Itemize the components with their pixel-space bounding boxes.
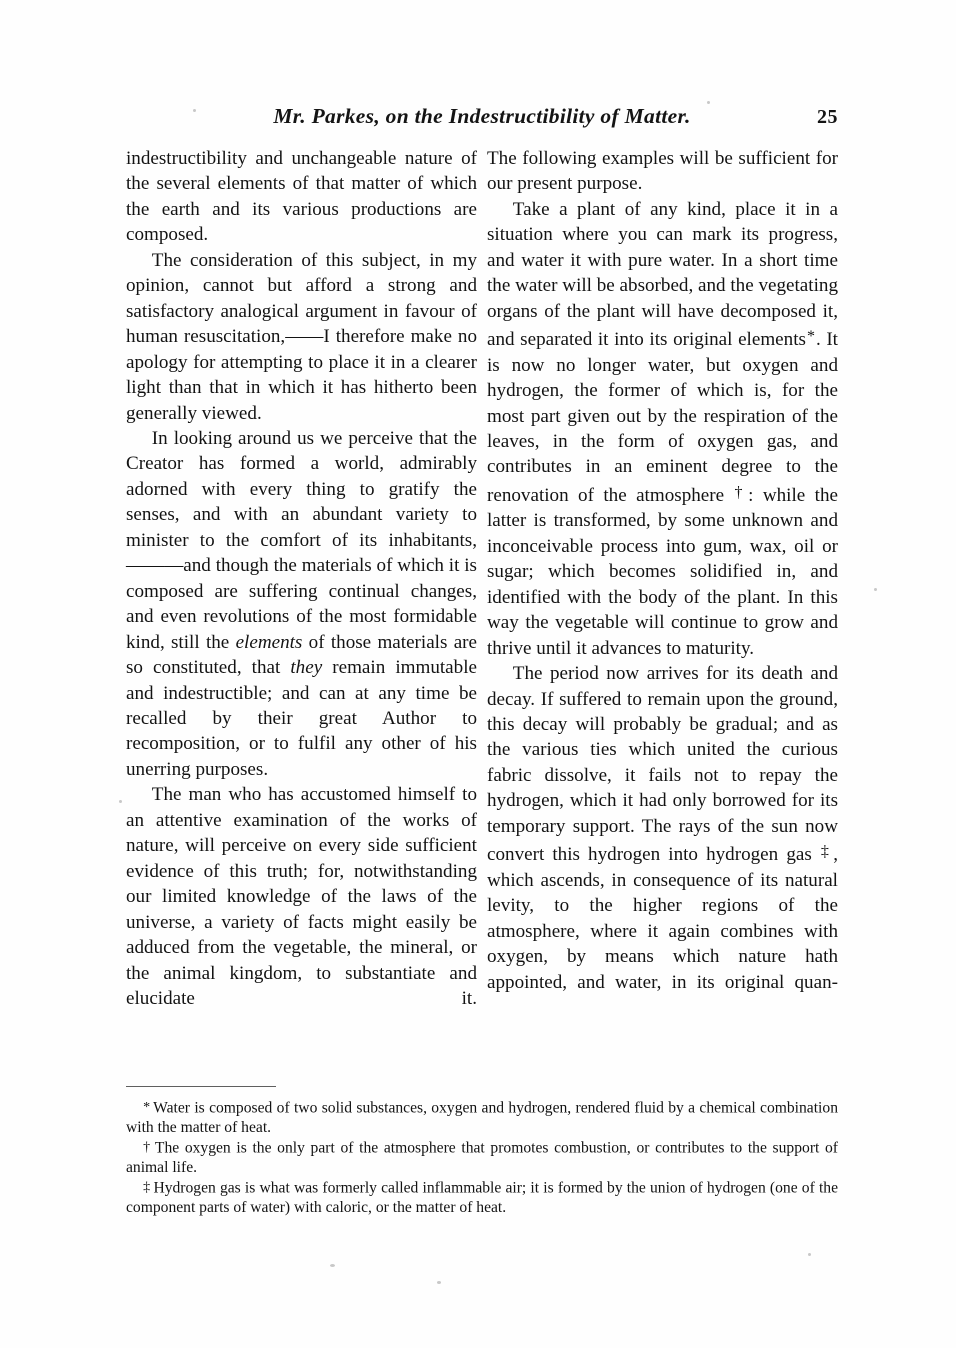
running-head-title: Mr. Parkes, on the Indestructibility of Matter. [273,104,691,128]
paragraph-continuation: indestructibility and unchangeable nature of the several elements of that matter of which the earth and its various productions are composed. [126,148,477,246]
scan-speck [874,588,877,591]
footnote-marker-dagger: † [734,483,748,501]
paragraph-examples: The following examples will be sufficient for our present purpose. [487,148,838,195]
footnote-text: Water is composed of two solid substances, oxygen and hydrogen, rendered fluid by a chemical combination with the matter of heat. [126,1099,838,1136]
left-column [126,146,477,1071]
text-run: The period now arrives for its death and decay. If suffered to remain upon the ground, this decay will probably be gradual; and as the various ties which united the curious fabric dissolve, it fails not to repay the hydrogen, which it had only borrowed for its temporary support. The rays of the sun now convert this hydrogen into hydrogen gas [487,663,838,866]
text-run: : while the latter is transformed, by some unknown and inconceivable process into gum, wax, oil or sugar; which becomes solidified in, and identified with the body of the plant. In this way the vegetable will continue to grow and thrive until it advances to maturity. [487,484,838,659]
footnote-marker-asterisk: * [143,1100,151,1115]
footnote-marker-double-dagger: ‡ [820,843,833,861]
text-run: of those materials are so constituted, that [126,631,478,679]
footnote-item [126,1138,838,1178]
footnote-text: The oxygen is the only part of the atmosphere that promotes combustion, or contributes to the support of animal life. [126,1139,838,1177]
footnote-text: Hydrogen gas is what was formerly called inflammable air; it is formed by the union of hydrogen (one of the component parts of water) with caloric, or the matter of heat. [126,1179,838,1217]
paragraph-take-a-plant [487,197,838,661]
footnote-item [126,1178,838,1218]
footnote-item [126,1098,838,1138]
scan-speck [119,800,122,803]
footnote-separator-rule [126,1086,276,1087]
text-run: . It is now no longer water, but oxygen and hydrogen, the former of which is, for the most part given out by the respiration of the leaves, in the form of oxygen gas, and contributes in an eminent degree to the renovation of the atmosphere [487,329,838,506]
paragraph-period-arrives [487,661,838,995]
italic-they: they [290,657,323,679]
scan-speck [330,1264,335,1267]
footnote-marker-double-dagger: ‡ [143,1180,151,1196]
text-run: , which ascends, in consequence of its natural levity, to the higher regions of the atmosphere, where it again combines with oxygen, by means which nature hath appointed, and water, in its original quan- [487,844,838,993]
scan-speck [437,1281,441,1284]
paragraph-creator [126,426,477,782]
page-number: 25 [817,106,838,128]
italic-elements: elements [235,631,303,653]
text-run: Take a plant of any kind, place it in a situation where you can mark its progress, and water it with pure water. In a short time the water will be absorbed, and the vegetating organs of the plant will have decomposed it, and separated it into its original elements [487,198,838,351]
running-head [126,104,838,134]
paragraph-the-man: The man who has accustomed himself to an attentive examination of the works of nature, will perceive on every side sufficient evidence of this truth; for, notwithstanding our limited knowledge of the laws of the universe, a variety of facts might easily be adduced from the vegetable, the mineral, or the animal kingdom, to substantiate and elucidate it. [126,784,477,1009]
footnote-marker-asterisk: * [806,328,815,346]
text-run: remain immutable and indestructible; and can at any time be recalled by their great Author to recomposition, or to fulfil any other of his unerring purposes. [126,657,477,780]
footnote-marker-dagger: † [143,1140,152,1156]
right-column [487,146,838,1071]
scan-speck [808,1253,811,1256]
text-run: In looking around us we perceive that the Creator has formed a world, admirably adorned with every thing to gratify the senses, and with an abundant variety to minister to the comfort of its inhabitants,———and though the materials of which it is composed are suffering continual changes, and even revolutions of the most formidable kind, still the [126,427,477,653]
footnotes-block [126,1098,838,1218]
scan-speck [193,109,196,112]
body-columns [126,146,838,1071]
scan-speck [707,101,710,104]
paragraph-consideration: The consideration of this subject, in my opinion, cannot but afford a strong and satisfactory analogical argument in favour of human resuscitation,——I therefore make no apology for attempting to place it in a clearer light than that in which it has hitherto been generally viewed. [126,249,477,424]
